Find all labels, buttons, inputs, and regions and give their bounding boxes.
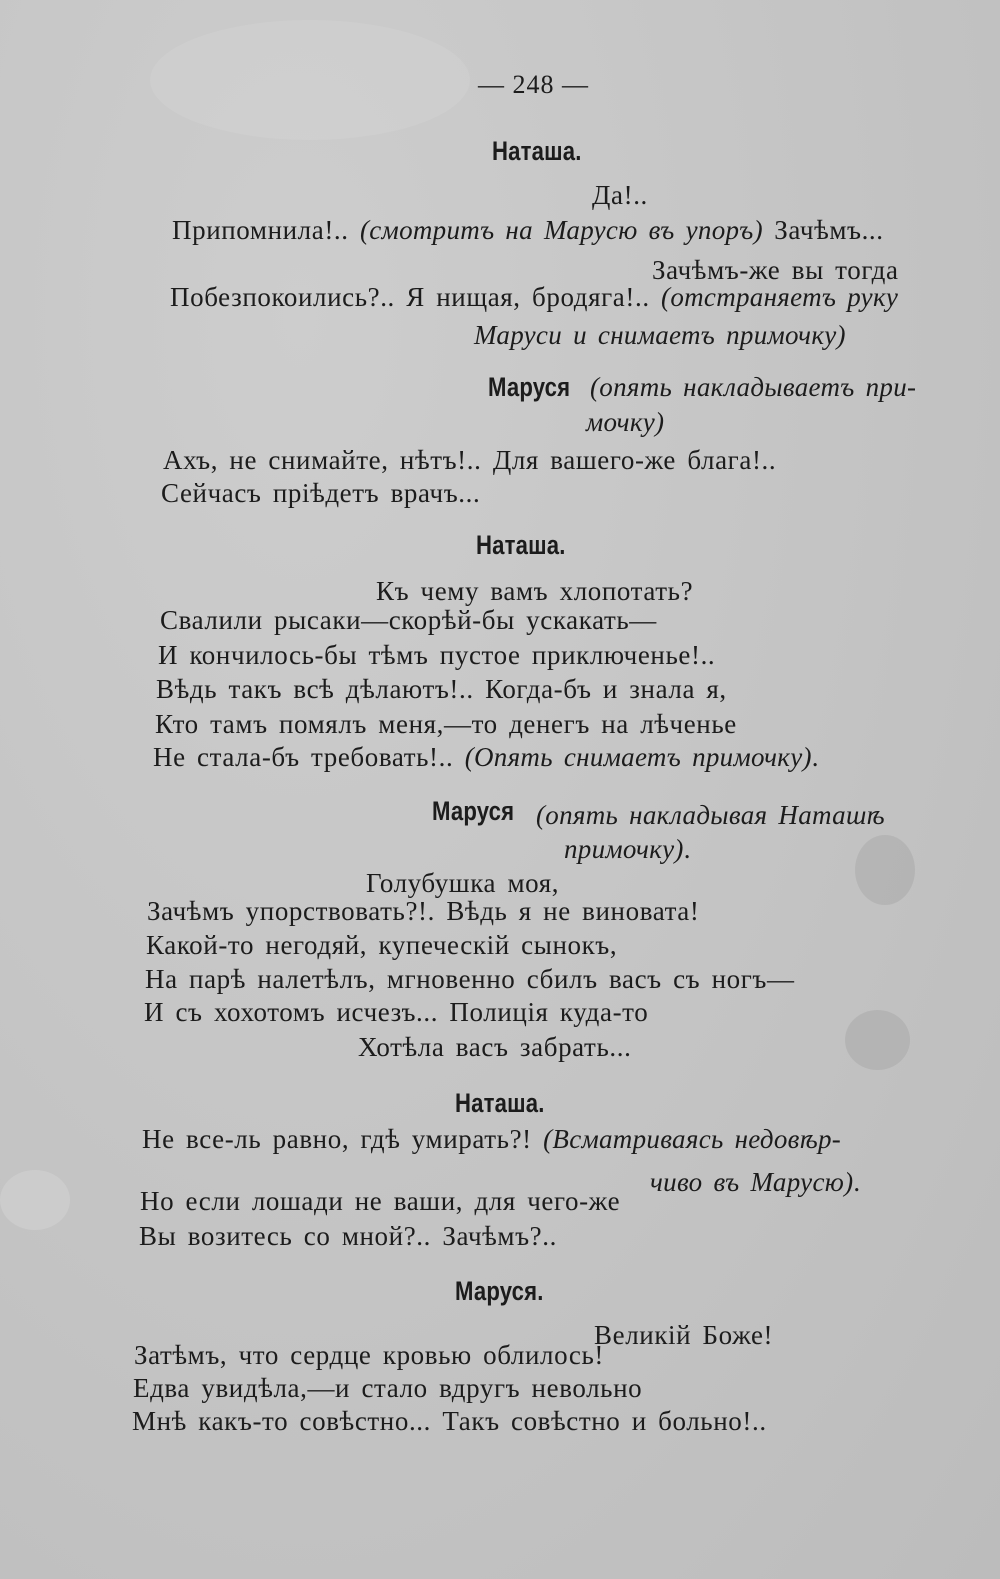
verse-line: И кончилось-бы тѣмъ пустое приключенье!.. [158,640,716,670]
stage-direction: Маруси и снимаетъ примочку) [474,320,846,350]
stage-direction: (Всматриваясь недовѣр- [543,1124,842,1154]
verse-line: Хотѣла васъ забрать... [358,1032,632,1062]
verse-line: Какой-то негодяй, купеческій сынокъ, [146,930,618,960]
speaker-name: Маруся. [455,1276,544,1306]
stage-direction: примочку) [564,834,684,864]
speaker-name: Маруся [488,372,571,402]
verse-line: На парѣ налетѣлъ, мгновенно сбилъ васъ съ ногъ— [145,964,795,994]
verse-line [586,407,664,437]
verse-line [474,320,846,350]
verse-line: Но если лошади не ваши, для чего-же [140,1186,621,1216]
verse-line: Зачѣмъ-же вы тогда [652,255,899,285]
verse-line: Великій Боже! [594,1320,774,1350]
speaker-name: Наташа. [476,530,566,560]
verse-line: Вы возитесь со мной?.. Зачѣмъ?.. [139,1221,557,1251]
stage-direction: чиво въ Марусю) [650,1167,854,1197]
stage-direction: (Опять снимаетъ примочку) [464,742,812,772]
verse-line: Да!.. [592,180,648,210]
stage-direction: (опять накладываетъ при- [590,372,917,402]
verse-line: Не стала-бъ требовать!.. (Опять снимаетъ примочку). [153,742,820,772]
speaker-name: Наташа. [492,136,582,166]
verse-line: Кто тамъ помялъ меня,—то денегъ на лѣченье [155,709,737,739]
verse-line: Къ чему вамъ хлопотать? [376,576,694,606]
verse-line: Не все-ль равно, гдѣ умирать?! (Всматриваясь недовѣр- [142,1124,842,1154]
stage-direction: (опять накладывая Наташѣ [536,800,885,830]
verse-line: Ахъ, не снимайте, нѣтъ!.. Для вашего-же блага!.. [163,445,777,475]
verse-line: Голубушка моя, [366,868,560,898]
verse-line: Едва увидѣла,—и стало вдругъ невольно [133,1373,643,1403]
verse-line: Припомнила!.. (смотритъ на Марусю въ упоръ) Зачѣмъ... [172,215,884,245]
verse-line: Вѣдь такъ всѣ дѣлаютъ!.. Когда-бъ и знала я, [156,674,727,704]
verse-line: Мнѣ какъ-то совѣстно... Такъ совѣстно и больно!.. [132,1406,767,1436]
stage-direction: (смотритъ на Марусю въ упоръ) [359,215,763,245]
verse-line: Сейчасъ пріѣдетъ врачъ... [161,478,481,508]
verse-line: примочку). [564,834,692,864]
verse-line: Затѣмъ, что сердце кровью облилось! [134,1340,604,1370]
stage-direction: (отстраняетъ руку [661,282,899,312]
verse-line: И съ хохотомъ исчезъ... Полиція куда-то [144,997,649,1027]
speaker-name: Маруся [432,796,515,826]
stage-direction: мочку) [586,407,665,437]
verse-line: чиво въ Марусю). [650,1167,861,1197]
page-number: — 248 — [478,70,589,99]
verse-line: Зачѣмъ упорствовать?!. Вѣдь я не виновата! [147,896,700,926]
verse-line: Свалили рысаки—скорѣй-бы ускакать— [160,605,657,635]
speaker-name: Наташа. [455,1088,545,1118]
verse-line: Побезпокоились?.. Я нищая, бродяга!.. (отстраняетъ руку [170,282,899,312]
